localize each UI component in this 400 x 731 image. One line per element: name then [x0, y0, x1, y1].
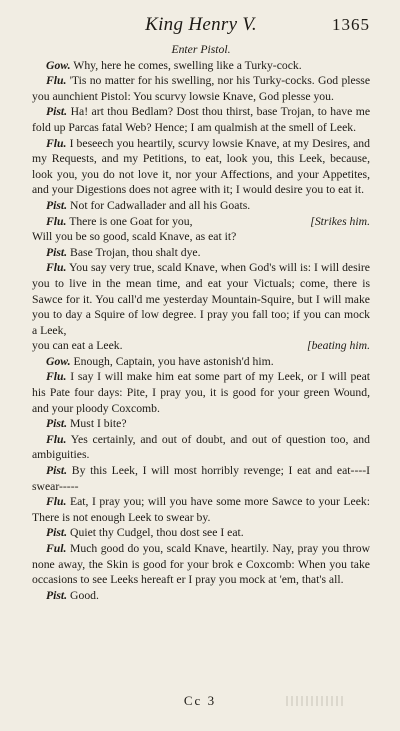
speaker-name: Flu.: [46, 261, 67, 275]
speech: [32, 73, 370, 104]
speech-text: 'Tis no matter for his swelling, nor his Turky-cocks. God plesse you aunchient Pistol: You scurvy lowsie Knave, God plesse you.: [32, 74, 371, 103]
speaker-name: Pist.: [46, 245, 68, 259]
speaker-name: Gow.: [46, 354, 71, 368]
speech-text: There is one Goat for you,: [69, 214, 193, 228]
speech: [32, 198, 370, 214]
speech-text: Ha! art thou Bedlam? Dost thou thirst, base Trojan, to have me fold up Parcas fatal Web? Hence; I am qualmish at the smell of Leek.: [32, 105, 371, 134]
speaker-name: Flu.: [46, 74, 67, 88]
ink-smudge: [286, 696, 344, 706]
dialogue-text: [32, 42, 370, 603]
speech: [32, 541, 370, 588]
speech-text: Yes certainly, and out of doubt, and out of question too, and ambiguities.: [32, 432, 370, 462]
speech: [32, 369, 370, 416]
speech: [32, 463, 370, 494]
page-number: 1365: [332, 15, 370, 34]
speech-text: Base Trojan, thou shalt dye.: [70, 245, 201, 259]
speech: [32, 260, 370, 338]
speaker-name: Pist.: [46, 105, 68, 119]
signature-mark: Cc 3: [183, 693, 217, 708]
speaker-name: Ful.: [46, 542, 67, 555]
speech-text: I beseech you heartily, scurvy lowsie Knave, at my Desires, and my Requests, and my Petitions, to eat, look you, this Leek, because, look you, you do not love it, nor your Affections, and your Appetites, and your Digestions does not agree with it; I would desire you to eat it.: [32, 136, 370, 197]
speech-text: Good.: [70, 588, 99, 602]
speech-text: Will you be so good, scald Knave, as eat it?: [32, 230, 237, 244]
stage-direction: [32, 42, 370, 58]
speech: [32, 525, 370, 541]
speaker-name: Flu.: [46, 370, 67, 384]
speaker-name: Flu.: [46, 136, 67, 150]
speech: [32, 354, 370, 370]
speech-text: I say I will make him eat some part of my Leek, or I will peat his Pate four days: Pite, I pray you, it is good for your green Wound, and your ploody Coxcomb.: [32, 370, 371, 415]
speaker-name: Gow.: [46, 58, 71, 72]
speech-text: Eat, I pray you; will you have some more Sawce to your Leek: There is not enough Leek to swear by.: [32, 495, 371, 524]
speech: [32, 494, 370, 525]
speaker-name: Pist.: [46, 464, 68, 478]
speaker-name: Flu.: [46, 432, 67, 446]
speech: [32, 338, 370, 354]
speaker-name: Pist.: [46, 588, 68, 602]
speech-text: You say very true, scald Knave, when God's will is: I will desire you to live in the mean time, and eat your Victuals; come, there is Sawce for it. You call'd me yesterday Mountain-Squire, but I will make you to day a Squire of low degree. I pray you fall too; if you can mock a Leek,: [32, 261, 370, 337]
speech-text: By this Leek, I will most horribly revenge; I eat and eat----I swear-----: [32, 464, 371, 493]
speech-text: you can eat a Leek.: [32, 339, 123, 353]
speaker-name: Flu.: [46, 214, 67, 228]
speech: [32, 58, 370, 74]
running-title: King Henry V.: [145, 14, 257, 35]
speech-text: Not for Cadwallader and all his Goats.: [70, 198, 251, 212]
speech-text: Enough, Captain, you have astonish'd him.: [73, 354, 274, 368]
speech: [32, 136, 370, 198]
speech: [32, 229, 370, 245]
speech: [32, 432, 370, 463]
speaker-name: Flu.: [46, 495, 67, 509]
speaker-name: Pist.: [46, 417, 68, 431]
speech-text: Why, here he comes, swelling like a Turky-cock.: [73, 58, 302, 72]
stage-direction-inline: [beating him.: [307, 339, 370, 353]
speech-text: Must I bite?: [70, 417, 127, 431]
speech: [32, 245, 370, 261]
speech: [32, 214, 370, 230]
speaker-name: Pist.: [46, 198, 68, 212]
stage-direction-inline: [Strikes him.: [310, 214, 370, 228]
stage-direction-text: Enter Pistol.: [171, 43, 231, 56]
speech: [32, 104, 370, 135]
speech: [32, 416, 370, 432]
speech-text: Much good do you, scald Knave, heartily. Nay, pray you throw none away, the Skin is good for your brok e Coxcomb: When you take occasions to see Leeks hereaft er I pray you mock at 'em, that's all.: [32, 542, 371, 587]
speech-text: Quiet thy Cudgel, thou dost see I eat.: [70, 526, 244, 540]
speech: [32, 588, 370, 604]
page-header: [32, 14, 370, 36]
speaker-name: Pist.: [46, 526, 68, 540]
